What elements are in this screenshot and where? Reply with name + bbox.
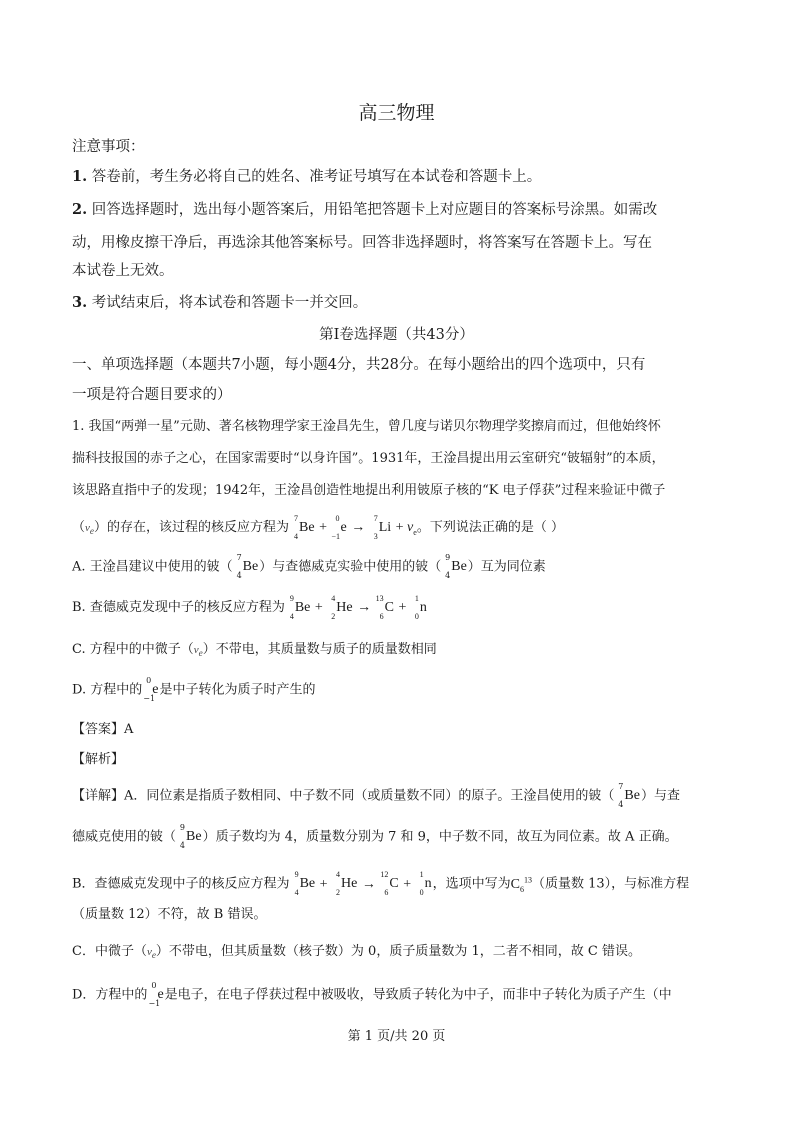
page-footer: 第 1 页/共 20 页 (347, 1029, 446, 1044)
option-d: D. 方程中的 0 −1 e是中子转化为质子时产生的 (72, 676, 316, 703)
option-a: A. 王淦昌建议中使用的铍（ 7 4 Be）与查德威克实验中使用的铍（ 9 4 Be）互为同位素 (72, 553, 546, 580)
note-item-2-cont: 动，用橡皮擦干净后，再选涂其他答案标号。回答非选择题时，将答案写在答题卡上。写在 (72, 235, 652, 251)
note-item-1: 1. 答卷前，考生务必将自己的姓名、准考证号填写在本试卷和答题卡上。 (72, 168, 542, 185)
be9-symbol: 9 4 Be (445, 553, 467, 580)
reaction-equation: 7 4 Be + 0 −1 e → 7 3 $Li + \nu_e$ (294, 514, 417, 541)
neutrino-symbol: $\nu_e$ (85, 522, 94, 537)
note-item-2: 2. 回答选择题时，选出每小题答案后，用铅笔把答题卡上对应题目的答案标号涂黑。如需改 (72, 201, 658, 218)
c13-symbol: $C_6^{13}$ (510, 875, 532, 894)
question-1-line-4: $(\nu_e)$的存在，该过程的核反应方程为 7 4 Be + 0 −1 e → 7 3 $Li + \nu_e$。下列说法正确的是（ ） (72, 514, 564, 541)
be7-symbol: 7 4 Be (236, 553, 259, 580)
option-b-equation: 9 4 Be + 4 2 He → 13 6 C + 1 0 n (289, 594, 427, 621)
detail-line-3: B．查德威克发现中子的核反应方程为 9 4 Be + 4 2 He → 12 6 C + 1 0 n，选项中写为$C_6^{13}$（质量数 13），与标准方程 (72, 870, 690, 898)
detail-line-5: C．中微子$(\nu_e)$不带电，但其质量数（核子数）为 0，质子质量数为 1，二者不相同，故 C 错误。 (72, 944, 641, 961)
question-1-line-3: 该思路直指中子的发现；1942年，王淦昌创造性地提出利用铍原子核的“K 电子俘获”过程来验证中微子 (72, 483, 666, 498)
detail-line-6: D．方程中的 0 −1 e是电子，在电子俘获过程中被吸收，导致质子转化为中子，而非中子转化为质子产生（中 (72, 981, 672, 1008)
detail-line-4: （质量数 12）不符，故 B 错误。 (72, 907, 267, 922)
part-heading: 一、单项选择题（本题共7小题，每小题4分，共28分。在每小题给出的四个选项中，只有 (72, 357, 646, 373)
notes-heading: 注意事项： (72, 139, 145, 155)
question-1-line-2: 揣科技报国的赤子之心，在国家需要时“以身许国”。1931年，王淦昌提出用云室研究“铍辐射”的本质， (72, 451, 665, 466)
question-1-line-1: 1. 我国“两弹一星”元勋、著名核物理学家王淦昌先生，曾几度与诺贝尔物理学奖擦肩而过，但他始终怀 (72, 419, 661, 434)
part-heading-cont: 一项是符合题目要求的） (72, 387, 232, 403)
analysis-heading: 【解析】 (72, 752, 125, 767)
detail-line-1: 【详解】A．同位素是指质子数相同、中子数不同（或质量数不同）的原子。王淦昌使用的铍（ 7 4 Be）与查 (72, 782, 680, 809)
answer: 【答案】A (72, 722, 134, 737)
note-item-2-cont2: 本试卷上无效。 (72, 263, 174, 279)
section-title: 第Ⅰ卷选择题（共43分） (319, 327, 474, 343)
note-item-3: 3. 考试结束后，将本试卷和答题卡一并交回。 (72, 294, 368, 311)
option-b: B. 查德威克发现中子的核反应方程为 9 4 Be + 4 2 He → 13 6 C + 1 0 n (72, 594, 427, 621)
page-title: 高三物理 (358, 102, 435, 124)
electron-symbol: 0 −1 e (143, 676, 159, 703)
detail-line-2: 德威克使用的铍（ 9 4 Be）质子数均为 4，质量数分别为 7 和 9，中子数不同，故互为同位素。故 A 正确。 (72, 823, 678, 850)
option-c: C. 方程中的中微子$(\nu_e)$不带电，其质量数与质子的质量数相同 (72, 642, 437, 659)
